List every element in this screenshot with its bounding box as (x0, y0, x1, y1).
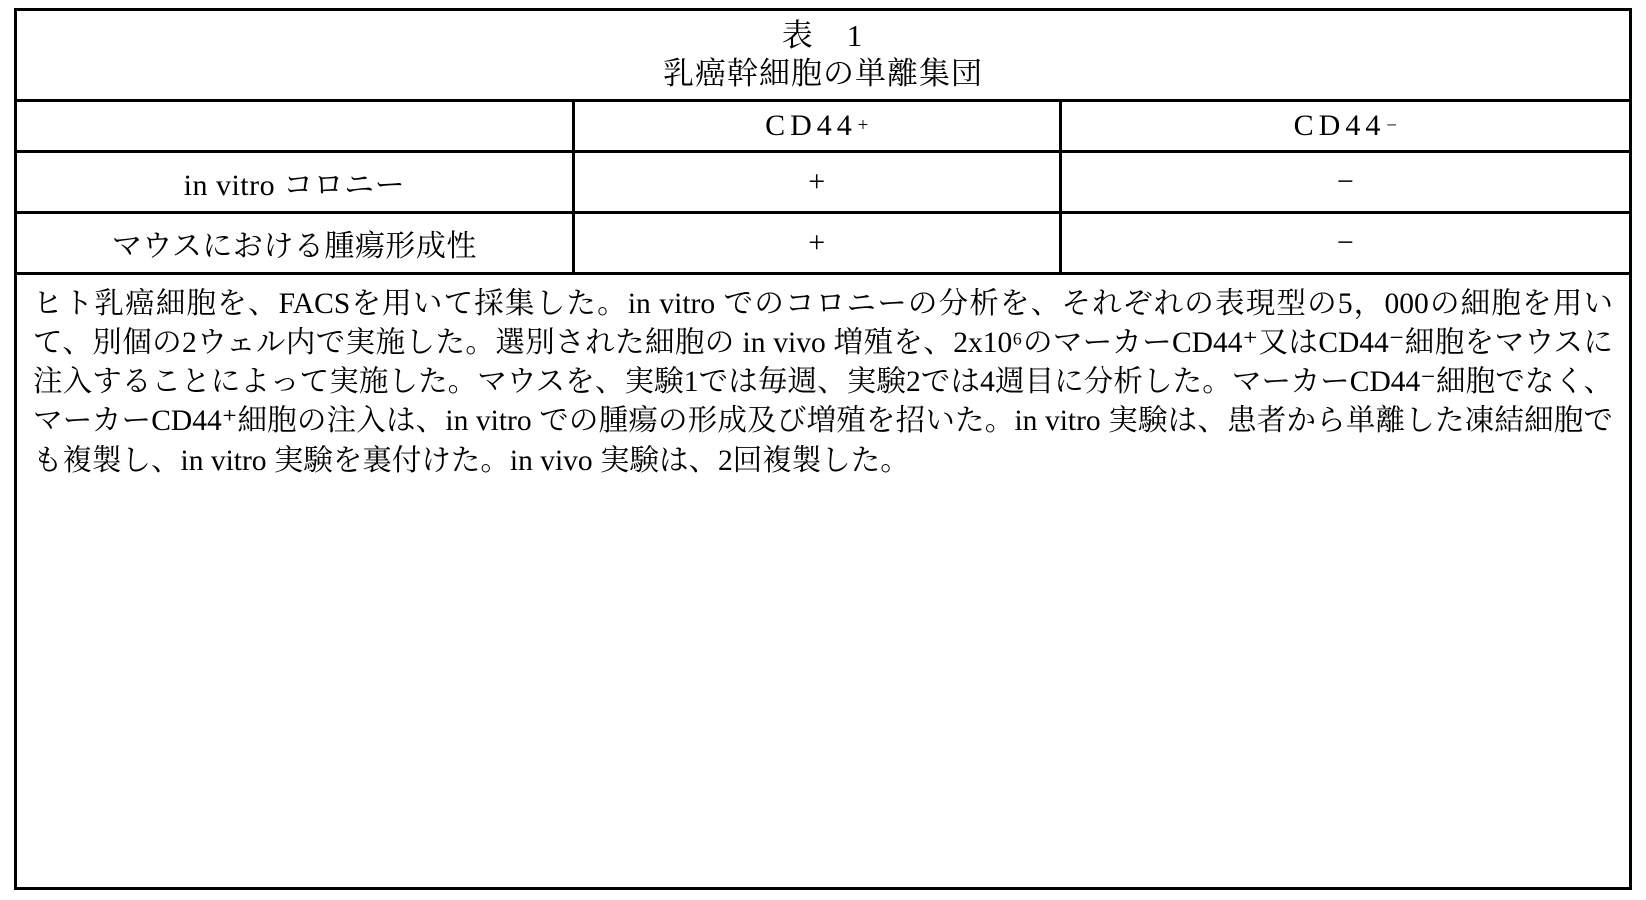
table-header-cd44-positive-sup: + (857, 114, 869, 136)
table-caption (17, 275, 1629, 887)
table-cell-mouse-tumorigenicity-cd44-negative: − (1336, 225, 1354, 259)
table-row-label-invitro-colony: in vitro コロニー (17, 153, 575, 211)
table-row-label-mouse-tumorigenicity: マウスにおける腫瘍形成性 (17, 214, 575, 272)
table-cell-mouse-tumorigenicity-cd44-positive: + (575, 214, 1062, 272)
table-caption-text: ヒト乳癌細胞を、FACSを用いて採集した。in vitro でのコロニーの分析を、それぞれの表現型の5，000の細胞を用いて、別個の2ウェル内で実施した。選別された細胞の in vivo 増殖を、2x10⁶のマーカーCD44⁺又はCD44⁻細胞をマウスに注入することによって実施した。マウスを、実験1では毎週、実験2では4週目に分析した。マーカーCD44⁻細胞でなく、マーカーCD44⁺細胞の注入は、in vitro での腫瘍の形成及び増殖を招いた。in vitro 実験は、患者から単離した凍結細胞でも複製し、in vitro 実験を裏付けた。in vivo 実験は、2回複製した。 (33, 287, 1613, 477)
table-subtitle: 乳癌幹細胞の単離集団 (663, 55, 983, 91)
table-header-cd44-positive-label: CD44 (765, 108, 857, 142)
table-row (17, 214, 1629, 275)
table-header-cd44-negative (1062, 102, 1629, 150)
table-1 (14, 8, 1632, 890)
table-cell-invitro-colony-cd44-negative: − (1336, 164, 1354, 198)
table-title-block (17, 11, 1629, 102)
table-grid (17, 102, 1629, 275)
table-header-row (17, 102, 1629, 153)
table-title-label: 表 (781, 18, 815, 53)
table-header-cd44-negative-label: CD44 (1293, 108, 1386, 142)
table-header-cd44-positive (575, 102, 1062, 150)
table-cell-invitro-colony-cd44-positive: + (575, 153, 1062, 211)
table-title-line (17, 17, 1629, 55)
table-header-cd44-negative-sup: − (1386, 114, 1397, 136)
table-title-number: 1 (846, 18, 865, 53)
table-header-blank (17, 102, 575, 150)
table-row (17, 153, 1629, 214)
